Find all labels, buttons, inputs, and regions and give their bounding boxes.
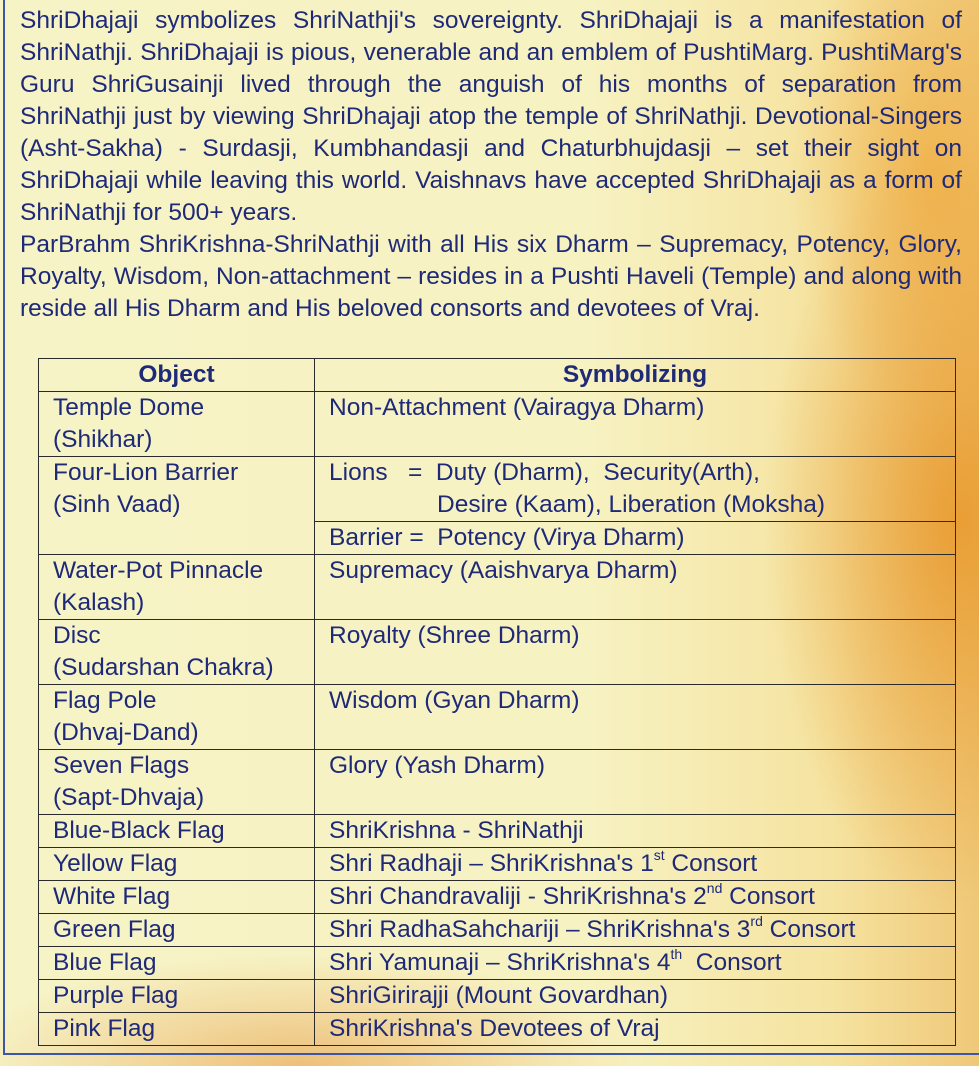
symbol-cell: Wisdom (Gyan Dharm) [315,685,956,750]
object-name: Seven Flags [53,752,190,779]
lions-line-1: Lions = Duty (Dharm), Security(Arth), [329,459,760,486]
symbol-text: Shri Yamunaji – ShriKrishna's 4 [329,949,671,976]
lions-line-2: Desire (Kaam), Liberation (Moksha) [437,491,826,518]
ordinal-suffix: th [670,945,683,962]
table-row [39,848,956,881]
object-cell: Pink Flag [39,1013,315,1046]
object-name: Flag Pole [53,687,157,714]
symbol-table [38,358,956,1046]
ordinal-suffix: rd [750,912,763,929]
header-object: Object [39,359,315,392]
symbol-cell [315,881,956,914]
intro-paragraph-2: ParBrahm ShriKrishna-ShriNathji with all His six Dharm – Supremacy, Potency, Glory, Royalty, Wisdom, Non-attachment – resides in a Pushti Haveli (Temple) and along with reside all His Dharm and His beloved consorts and devotees of Vraj. [20,231,962,322]
symbol-text-end: Consort [664,850,758,877]
table-row [39,685,956,750]
object-cell [39,750,315,815]
object-cell: Green Flag [39,914,315,947]
table-row [39,914,956,947]
table-row [39,881,956,914]
object-subname: (Dhvaj-Dand) [53,719,199,746]
symbol-text: Shri Chandravaliji - ShriKrishna's 2 [329,883,707,910]
object-name: Water-Pot Pinnacle [53,557,264,584]
object-subname: (Sapt-Dhvaja) [53,784,205,811]
object-cell [39,392,315,457]
symbol-cell: ShriKrishna's Devotees of Vraj [315,1013,956,1046]
object-name: Disc [53,622,101,649]
table-row [39,457,956,522]
symbol-text: Shri Radhaji – ShriKrishna's 1 [329,850,654,877]
object-name: Temple Dome [53,394,205,421]
header-symbolizing: Symbolizing [315,359,956,392]
object-subname: (Kalash) [53,589,145,616]
symbol-text: Shri RadhaSahchariji – ShriKrishna's 3 [329,916,751,943]
table-row [39,555,956,620]
table-row [39,620,956,685]
object-name: Four-Lion Barrier [53,459,239,486]
table-row [39,815,956,848]
object-cell [39,620,315,685]
symbol-cell: Royalty (Shree Dharm) [315,620,956,685]
symbol-cell [315,947,956,980]
object-cell: Blue Flag [39,947,315,980]
symbol-cell: Barrier = Potency (Virya Dharm) [315,522,956,555]
table-header-row [39,359,956,392]
object-cell: Blue-Black Flag [39,815,315,848]
table-row [39,947,956,980]
symbol-cell [315,914,956,947]
object-cell: Yellow Flag [39,848,315,881]
intro-text [20,5,962,325]
table-row [39,1013,956,1046]
symbol-text-end: Consort [722,883,815,910]
table-row [39,980,956,1013]
intro-paragraph-1: ShriDhajaji symbolizes ShriNathji's sovereignty. ShriDhajaji is a manifestation of ShriNathji. ShriDhajaji is pious, venerable and an emblem of PushtiMarg. PushtiMarg's Guru ShriGusainji lived through the anguish of his months of separation from ShriNathji just by viewing ShriDhajaji atop the temple of ShriNathji. Devotional-Singers (Asht-Sakha) - Surdasji, Kumbhandasji and Chaturbhujdasji – set their sight on ShriDhajaji while leaving this world. Vaishnavs have accepted ShriDhajaji as a form of ShriNathji for 500+ years. [20,7,962,226]
symbol-cell: ShriGirirajji (Mount Govardhan) [315,980,956,1013]
table-row [39,392,956,457]
object-cell: White Flag [39,881,315,914]
symbol-cell: Supremacy (Aaishvarya Dharm) [315,555,956,620]
symbol-cell: Glory (Yash Dharm) [315,750,956,815]
symbol-cell: Non-Attachment (Vairagya Dharm) [315,392,956,457]
object-subname: (Sinh Vaad) [53,491,181,518]
symbol-cell [315,457,956,522]
symbol-text-end: Consort [762,916,856,943]
table-row [39,750,956,815]
object-subname: (Sudarshan Chakra) [53,654,274,681]
ordinal-suffix: st [653,846,665,863]
object-cell [39,555,315,620]
symbol-cell: ShriKrishna - ShriNathji [315,815,956,848]
ordinal-suffix: nd [706,879,723,896]
object-cell [39,457,315,555]
symbol-cell [315,848,956,881]
object-cell: Purple Flag [39,980,315,1013]
object-subname: (Shikhar) [53,426,153,453]
symbol-text-end: Consort [682,949,782,976]
object-cell [39,685,315,750]
